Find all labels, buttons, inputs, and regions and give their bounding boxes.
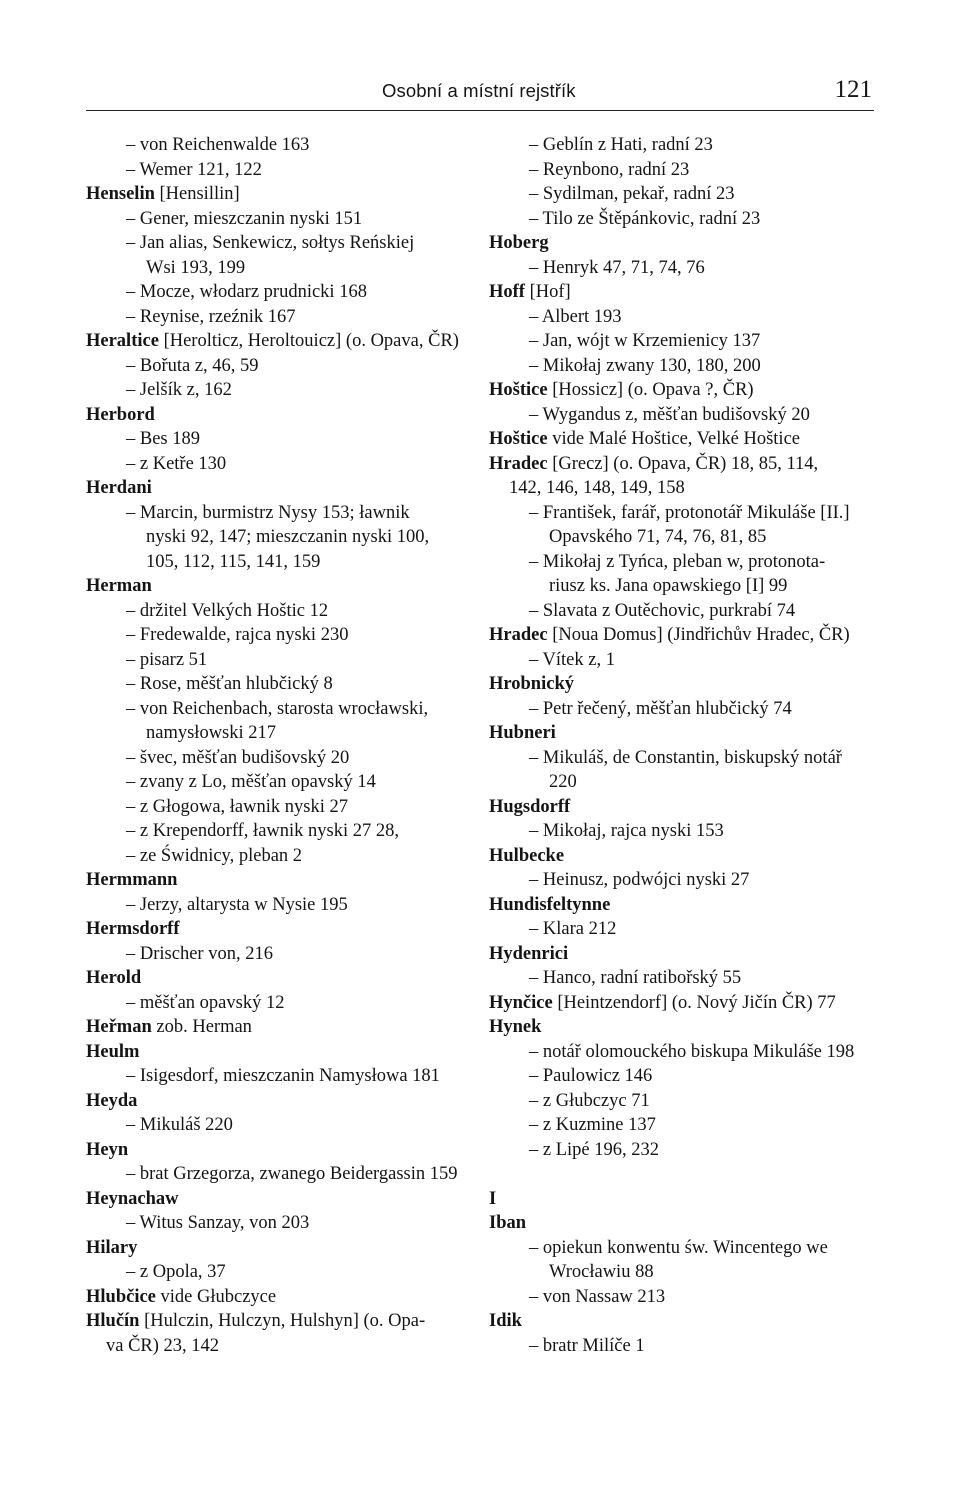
index-headword-entry [489, 721, 884, 746]
index-headword-entry [86, 1089, 476, 1114]
headword-detail: vide Malé Hoštice, Velké Hoštice [547, 429, 800, 449]
index-subentry: – Jan alias, Senkewicz, sołtys Reńskiej [126, 233, 415, 253]
headword: Hoštice [489, 429, 548, 449]
index-subentry: – pisarz 51 [126, 649, 208, 670]
index-headword-entry [489, 378, 884, 403]
index-subentry: – Isigesdorf, mieszczanin Namysłowa 181 [126, 1066, 440, 1086]
index-column-right [489, 133, 884, 1358]
index-headword-entry [86, 476, 476, 501]
index-subentry: – Albert 193 [529, 306, 622, 327]
index-continuation-line: Wsi 193, 199 [146, 257, 246, 278]
index-subentry: – Petr řečený, měšťan hlubčický 74 [529, 698, 792, 719]
index-subentry: – z Lipé 196, 232 [529, 1139, 659, 1160]
headword: Hilary [86, 1237, 138, 1258]
index-headword-entry [489, 942, 884, 967]
index-subentry: – Fredewalde, rajca nyski 230 [126, 625, 349, 645]
index-headword-entry [86, 1236, 476, 1261]
headword: Herman [86, 576, 152, 596]
index-subentry: – Rose, měšťan hlubčický 8 [126, 674, 333, 694]
headword: Hynčice [489, 992, 553, 1013]
index-subentry: – z Kuzmine 137 [529, 1115, 656, 1135]
headword: Heřman [86, 1017, 152, 1037]
page-number: 121 [834, 76, 872, 103]
index-subentry: – Mocze, włodarz prudnicki 168 [126, 282, 367, 302]
index-subentry: – opiekun konwentu św. Wincentego we [529, 1237, 828, 1258]
index-headword-entry [489, 991, 884, 1016]
index-headword-entry [489, 623, 884, 648]
index-subentry: – Bes 189 [126, 429, 200, 449]
index-subentry: – Sydilman, pekař, radní 23 [529, 184, 735, 204]
headword: Hundisfeltynne [489, 894, 611, 915]
index-subentry: – von Reichenwalde 163 [126, 135, 310, 155]
index-subentry: – Geblín z Hati, radní 23 [529, 135, 713, 155]
index-subentry: – Mikuláš 220 [126, 1115, 233, 1135]
index-subentry: – Jan, wójt w Krzemienicy 137 [529, 331, 761, 351]
headword-detail: [Hossicz] (o. Opava ?, ČR) [547, 380, 754, 400]
headword: Hoff [489, 282, 525, 302]
index-headword-entry [489, 1187, 884, 1212]
index-headword-entry [86, 868, 476, 893]
headword-detail: [Grecz] (o. Opava, ČR) 18, 85, 114, [547, 453, 819, 474]
headword: Idik [489, 1311, 522, 1331]
index-headword-entry [86, 1015, 476, 1040]
index-headword-entry [489, 280, 884, 305]
headword-detail: vide Głubczyce [155, 1286, 277, 1307]
headword-detail: [Noua Domus] (Jindřichův Hradec, ČR) [547, 625, 850, 645]
running-header [86, 78, 874, 111]
headword: Hermmann [86, 870, 178, 890]
index-continuation-line: riusz ks. Jana opawskiego [I] 99 [549, 576, 788, 596]
headword: Hugsdorff [489, 796, 571, 817]
index-subentry: – Jelšík z, 162 [126, 380, 232, 400]
headword: Hlučín [86, 1311, 140, 1331]
index-subentry: – Mikołaj zwany 130, 180, 200 [529, 355, 761, 376]
index-headword-entry [86, 1040, 476, 1065]
headword: Hradec [489, 453, 548, 474]
entry-spacer [489, 1162, 884, 1187]
headword: Heulm [86, 1041, 140, 1062]
headword: Hrobnický [489, 674, 574, 694]
headword-detail: [Hof] [524, 282, 571, 302]
headword: Hoštice [489, 380, 548, 400]
headword: Henselin [86, 184, 155, 204]
headword: Heynachaw [86, 1188, 179, 1209]
headword: Hynek [489, 1017, 542, 1037]
index-headword-entry [489, 795, 884, 820]
index-subentry: – František, farář, protonotář Mikuláše [II.] [529, 502, 850, 523]
index-continuation-line: Wrocławiu 88 [549, 1262, 654, 1282]
headword-detail: [Hulczin, Hulczyn, Hulshyn] (o. Opa- [139, 1311, 426, 1331]
index-subentry: – Tilo ze Štěpánkovic, radní 23 [529, 208, 761, 229]
headword: I [489, 1188, 497, 1209]
headword-detail: zob. Herman [151, 1017, 252, 1037]
index-headword-entry [489, 1015, 884, 1040]
index-subentry: – Heinusz, podwójci nyski 27 [529, 870, 750, 890]
index-subentry: – Reynise, rzeźnik 167 [126, 306, 296, 327]
headword: Herdani [86, 478, 152, 498]
headword-detail: [Herolticz, Heroltouicz] (o. Opava, ČR) [158, 331, 459, 351]
index-subentry: – bratr Milíče 1 [529, 1335, 645, 1356]
index-subentry: – Bořuta z, 46, 59 [126, 355, 259, 376]
index-headword-entry [489, 672, 884, 697]
index-headword-entry [489, 1211, 884, 1236]
index-subentry: – z Głubczyc 71 [529, 1090, 650, 1111]
index-subentry: – Henryk 47, 71, 74, 76 [529, 257, 705, 278]
index-continuation-line: Opavského 71, 74, 76, 81, 85 [549, 527, 767, 547]
index-subentry: – notář olomouckého biskupa Mikuláše 198 [529, 1041, 855, 1062]
index-column-left [86, 133, 476, 1358]
index-subentry: – brat Grzegorza, zwanego Beidergassin 159 [126, 1164, 458, 1184]
index-subentry: – Wygandus z, měšťan budišovský 20 [529, 404, 810, 425]
index-subentry: – Mikuláš, de Constantin, biskupský notář [529, 747, 842, 768]
index-subentry: – Slavata z Outěchovic, purkrabí 74 [529, 600, 796, 621]
headword-detail: [Hensillin] [154, 184, 240, 204]
index-subentry: – Mikołaj, rajca nyski 153 [529, 821, 724, 841]
index-subentry: – Marcin, burmistrz Nysy 153; ławnik [126, 502, 410, 523]
index-subentry: – z Głogowa, ławnik nyski 27 [126, 796, 348, 817]
index-headword-entry [489, 844, 884, 869]
index-subentry: – Vítek z, 1 [529, 649, 615, 670]
index-subentry: – Jerzy, altarysta w Nysie 195 [126, 894, 348, 915]
index-headword-entry [86, 182, 476, 207]
headword: Heraltice [86, 331, 159, 351]
index-subentry: – von Nassaw 213 [529, 1286, 666, 1307]
headword: Hydenrici [489, 943, 569, 964]
index-headword-entry [86, 1285, 476, 1310]
index-subentry: – držitel Velkých Hoštic 12 [126, 600, 329, 621]
index-headword-entry [489, 231, 884, 256]
index-headword-entry [86, 329, 476, 354]
headword: Heyda [86, 1090, 138, 1111]
index-subentry: – Wemer 121, 122 [126, 159, 262, 180]
index-headword-entry [86, 403, 476, 428]
headword: Hubneri [489, 723, 556, 743]
index-headword-entry [86, 1187, 476, 1212]
index-subentry: – z Krependorff, ławnik nyski 27 28, [126, 821, 399, 841]
index-subentry: – z Opola, 37 [126, 1262, 226, 1282]
index-headword-entry [489, 1309, 884, 1334]
index-headword-entry [86, 1138, 476, 1163]
headword: Iban [489, 1213, 527, 1233]
index-subentry: – Paulowicz 146 [529, 1066, 653, 1086]
index-continuation-line: 142, 146, 148, 149, 158 [509, 478, 685, 498]
index-subentry: – Gener, mieszczanin nyski 151 [126, 208, 363, 229]
index-continuation-line: 220 [549, 772, 577, 792]
index-subentry: – von Reichenbach, starosta wrocławski, [126, 698, 429, 719]
headword-detail: [Heintzendorf] (o. Nový Jičín ČR) 77 [552, 992, 836, 1013]
index-continuation-line: namysłowski 217 [146, 723, 277, 743]
index-subentry: – zvany z Lo, měšťan opavský 14 [126, 772, 376, 792]
headword: Hradec [489, 625, 548, 645]
index-headword-entry [489, 452, 884, 477]
index-subentry: – Hanco, radní ratibořský 55 [529, 968, 742, 988]
index-subentry: – Klara 212 [529, 919, 617, 939]
index-continuation-line: va ČR) 23, 142 [106, 1335, 220, 1356]
headword: Hoberg [489, 233, 549, 253]
index-headword-entry [86, 574, 476, 599]
index-headword-entry [489, 893, 884, 918]
running-title: Osobní a místní rejstřík [382, 80, 576, 101]
index-subentry: – měšťan opavský 12 [126, 992, 285, 1013]
index-continuation-line: nyski 92, 147; mieszczanin nyski 100, [146, 527, 430, 547]
index-headword-entry [86, 1309, 476, 1334]
headword: Hulbecke [489, 845, 565, 866]
index-headword-entry [86, 917, 476, 942]
index-headword-entry [489, 427, 884, 452]
headword: Hlubčice [86, 1286, 156, 1307]
index-subentry: – Witus Sanzay, von 203 [126, 1213, 310, 1233]
index-subentry: – ze Świdnicy, pleban 2 [126, 845, 303, 866]
index-subentry: – Drischer von, 216 [126, 943, 273, 964]
headword: Herold [86, 968, 142, 988]
headword: Heyn [86, 1139, 129, 1160]
headword: Herbord [86, 404, 155, 425]
index-subentry: – švec, měšťan budišovský 20 [126, 747, 350, 768]
index-subentry: – Mikołaj z Tyńca, pleban w, protonota- [529, 551, 826, 572]
index-headword-entry [86, 966, 476, 991]
index-subentry: – Reynbono, radní 23 [529, 159, 690, 180]
headword: Hermsdorff [86, 919, 180, 939]
index-subentry: – z Ketře 130 [126, 453, 227, 474]
index-continuation-line: 105, 112, 115, 141, 159 [146, 551, 321, 572]
